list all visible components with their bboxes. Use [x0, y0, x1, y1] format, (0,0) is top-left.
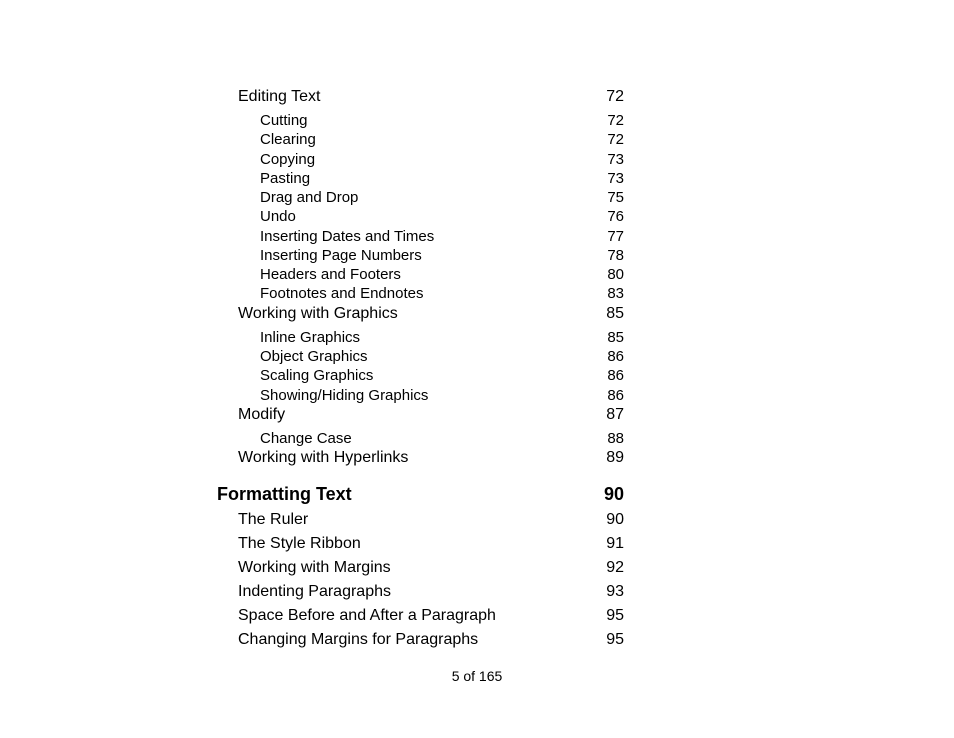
toc-entry-page: 77: [607, 228, 624, 245]
toc-entry-title: Indenting Paragraphs: [238, 583, 391, 600]
toc-entry[interactable]: [0, 386, 954, 406]
toc-entry[interactable]: [0, 347, 954, 367]
toc-entry-title: Clearing: [260, 131, 316, 148]
toc-entry-page: 90: [606, 511, 624, 528]
toc-entry-title: Showing/Hiding Graphics: [260, 387, 429, 404]
toc-entry[interactable]: [0, 265, 954, 285]
toc-entry[interactable]: [0, 582, 954, 602]
toc-entry-title: The Style Ribbon: [238, 535, 361, 552]
toc-entry-page: 93: [606, 583, 624, 600]
toc-entry-page: 85: [606, 305, 624, 322]
toc-entry-title: Space Before and After a Paragraph: [238, 607, 496, 624]
toc-entry[interactable]: [0, 87, 954, 107]
toc-entry-page: 80: [607, 266, 624, 283]
toc-entry-page: 78: [607, 247, 624, 264]
toc-entry-title: Editing Text: [238, 88, 321, 105]
toc-entry-title: Inserting Dates and Times: [260, 228, 435, 245]
toc-entry-page: 95: [606, 607, 624, 624]
toc-entry[interactable]: [0, 405, 954, 425]
toc-entry-title: Cutting: [260, 112, 308, 129]
toc-entry[interactable]: [0, 534, 954, 554]
toc-entry-title: Footnotes and Endnotes: [260, 285, 424, 302]
toc-entry[interactable]: [0, 304, 954, 324]
toc-entry-page: 86: [607, 387, 624, 404]
toc-entry[interactable]: [0, 246, 954, 266]
toc-entry[interactable]: [0, 227, 954, 247]
toc-entry[interactable]: [0, 284, 954, 304]
toc-entry-title: Object Graphics: [260, 348, 368, 365]
toc-entry-page: 75: [607, 189, 624, 206]
toc-chapter-entry[interactable]: [0, 484, 954, 504]
toc-entry-title: Undo: [260, 208, 296, 225]
toc-entry-page: 72: [606, 88, 624, 105]
toc-entry[interactable]: [0, 207, 954, 227]
toc-entry-page: 95: [606, 631, 624, 648]
toc-entry-page: 76: [607, 208, 624, 225]
toc-entry-page: 73: [607, 151, 624, 168]
toc-entry-title: Working with Hyperlinks: [238, 449, 409, 466]
toc-entry-title: The Ruler: [238, 511, 309, 528]
toc-entry-page: 73: [607, 170, 624, 187]
toc-entry[interactable]: [0, 188, 954, 208]
toc-entry-title: Copying: [260, 151, 316, 168]
page-indicator: 5 of 165: [451, 668, 503, 684]
toc-entry-title: Pasting: [260, 170, 311, 187]
toc-entry-page: 85: [607, 329, 624, 346]
toc-chapter-page: 90: [603, 484, 624, 504]
toc-entry-title: Modify: [238, 406, 286, 423]
toc-entry-title: Drag and Drop: [260, 189, 359, 206]
toc-entry[interactable]: [0, 111, 954, 131]
toc-entry-title: Working with Margins: [238, 559, 391, 576]
toc-entry[interactable]: [0, 150, 954, 170]
toc-entry-page: 86: [607, 348, 624, 365]
toc-entry[interactable]: [0, 510, 954, 530]
toc-entry-page: 86: [607, 367, 624, 384]
toc-entry-page: 72: [607, 112, 624, 129]
toc-entry-title: Changing Margins for Paragraphs: [238, 631, 479, 648]
toc-entry-title: Headers and Footers: [260, 266, 401, 283]
toc-entry-page: 91: [606, 535, 624, 552]
toc-entry-title: Inserting Page Numbers: [260, 247, 422, 264]
toc-entry-page: 92: [606, 559, 624, 576]
toc-entry[interactable]: [0, 169, 954, 189]
toc-entry[interactable]: [0, 328, 954, 348]
toc-entry[interactable]: [0, 130, 954, 150]
toc-entry[interactable]: [0, 366, 954, 386]
toc-entry-title: Inline Graphics: [260, 329, 361, 346]
toc-chapter-title: Formatting Text: [217, 484, 352, 504]
toc-entry-title: Working with Graphics: [238, 305, 398, 322]
toc-entry-title: Scaling Graphics: [260, 367, 374, 384]
toc-entry[interactable]: [0, 448, 954, 468]
toc-entry-page: 88: [607, 430, 624, 447]
toc-entry-title: Change Case: [260, 430, 352, 447]
toc-entry-page: 83: [607, 285, 624, 302]
toc-entry-page: 72: [607, 131, 624, 148]
toc-entry-page: 87: [606, 406, 624, 423]
toc-entry-page: 89: [606, 449, 624, 466]
toc-entry[interactable]: [0, 606, 954, 626]
toc-entry[interactable]: [0, 630, 954, 650]
toc-entry[interactable]: [0, 558, 954, 578]
toc-entry[interactable]: [0, 429, 954, 449]
